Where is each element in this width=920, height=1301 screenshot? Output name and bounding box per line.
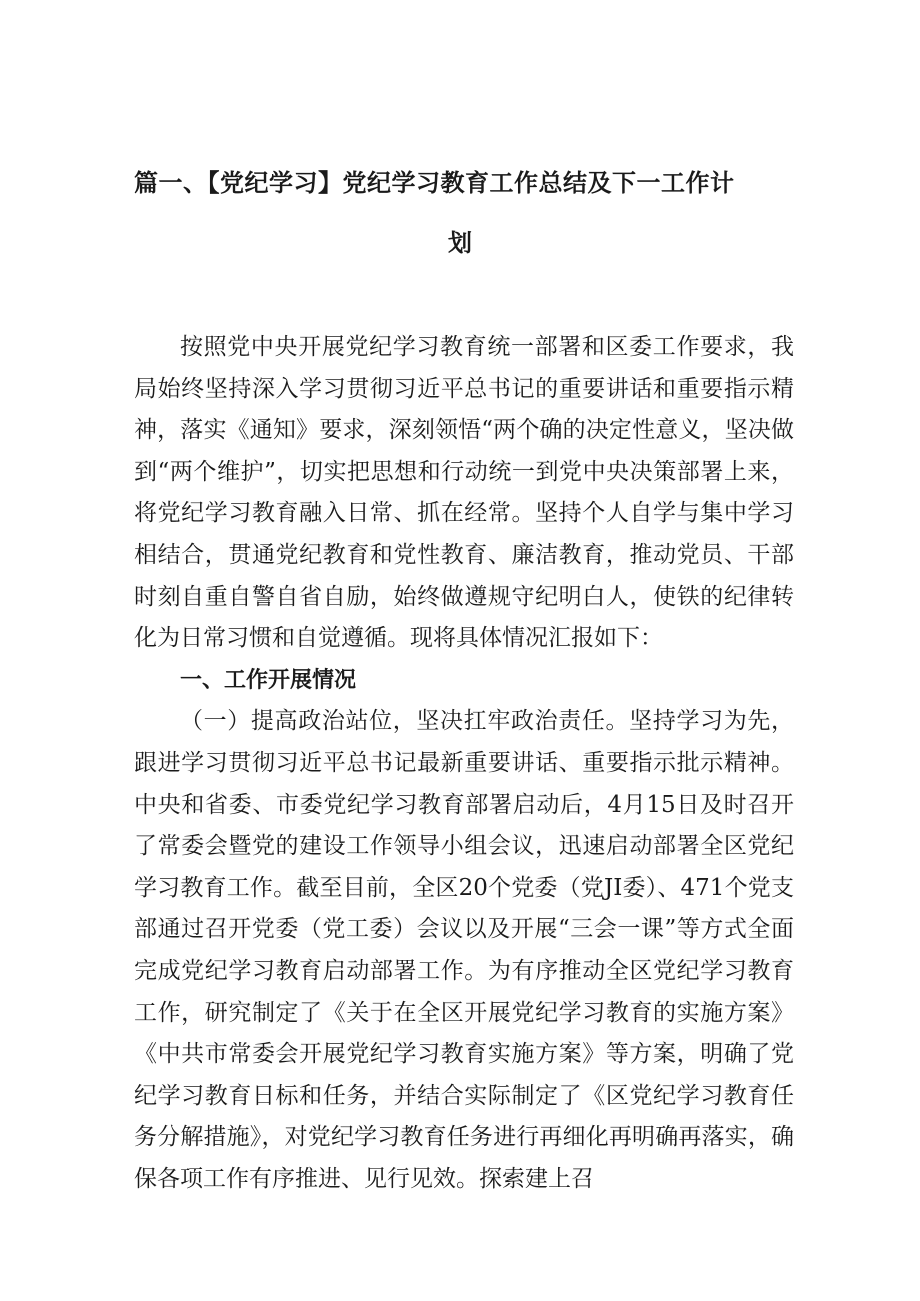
intro-paragraph: 按照党中央开展党纪学习教育统一部署和区委工作要求，我局始终坚持深入学习贯彻习近平总书记的重要讲话和重要指示精神，落实《通知》要求，深刻领悟“两个确的决定性意义，坚决做到“两个维护”，切实把思想和行动统一到党中央决策部署上来，将党纪学习教育融入日常、抓在经常。坚持个人自学与集中学习相结合，贯通党纪教育和党性教育、廉洁教育，推动党员、干部时刻自重自警自省自励，始终做遵规守纪明白人，使铁的纪律转化为日常习惯和自觉遵循。现将具体情况汇报如下： bbox=[134, 334, 794, 652]
document-body bbox=[134, 327, 794, 1200]
section-paragraph: （一）提高政治站位，坚决扛牢政治责任。坚持学习为先，跟进学习贯彻习近平总书记最新重要讲话、重要指示批示精神。中央和省委、市委党纪学习教育部署启动后，4月15日及时召开了常委会暨党的建设工作领导小组会议，迅速启动部署全区党纪学习教育工作。截至目前，全区20个党委（党JI委）、471个党支部通过召开党委（党工委）会议以及开展“三会一课”等方式全面完成党纪学习教育启动部署工作。为有序推动全区党纪学习教育工作，研究制定了《关于在全区开展党纪学习教育的实施方案》《中共市常委会开展党纪学习教育实施方案》等方案，明确了党纪学习教育日标和任务，并结合实际制定了《区党纪学习教育任务分解措施》，对党纪学习教育任务进行再细化再明确再落实，确保各项工作有序推进、见行见效。探索建上召 bbox=[134, 708, 794, 1192]
section-heading: 一、工作开展情况 bbox=[180, 667, 357, 693]
document-title-line-1: 篇一、【党纪学习】党纪学习教育工作总结及下一工作计 bbox=[134, 169, 735, 197]
document-title-line-2: 划 bbox=[448, 229, 473, 257]
